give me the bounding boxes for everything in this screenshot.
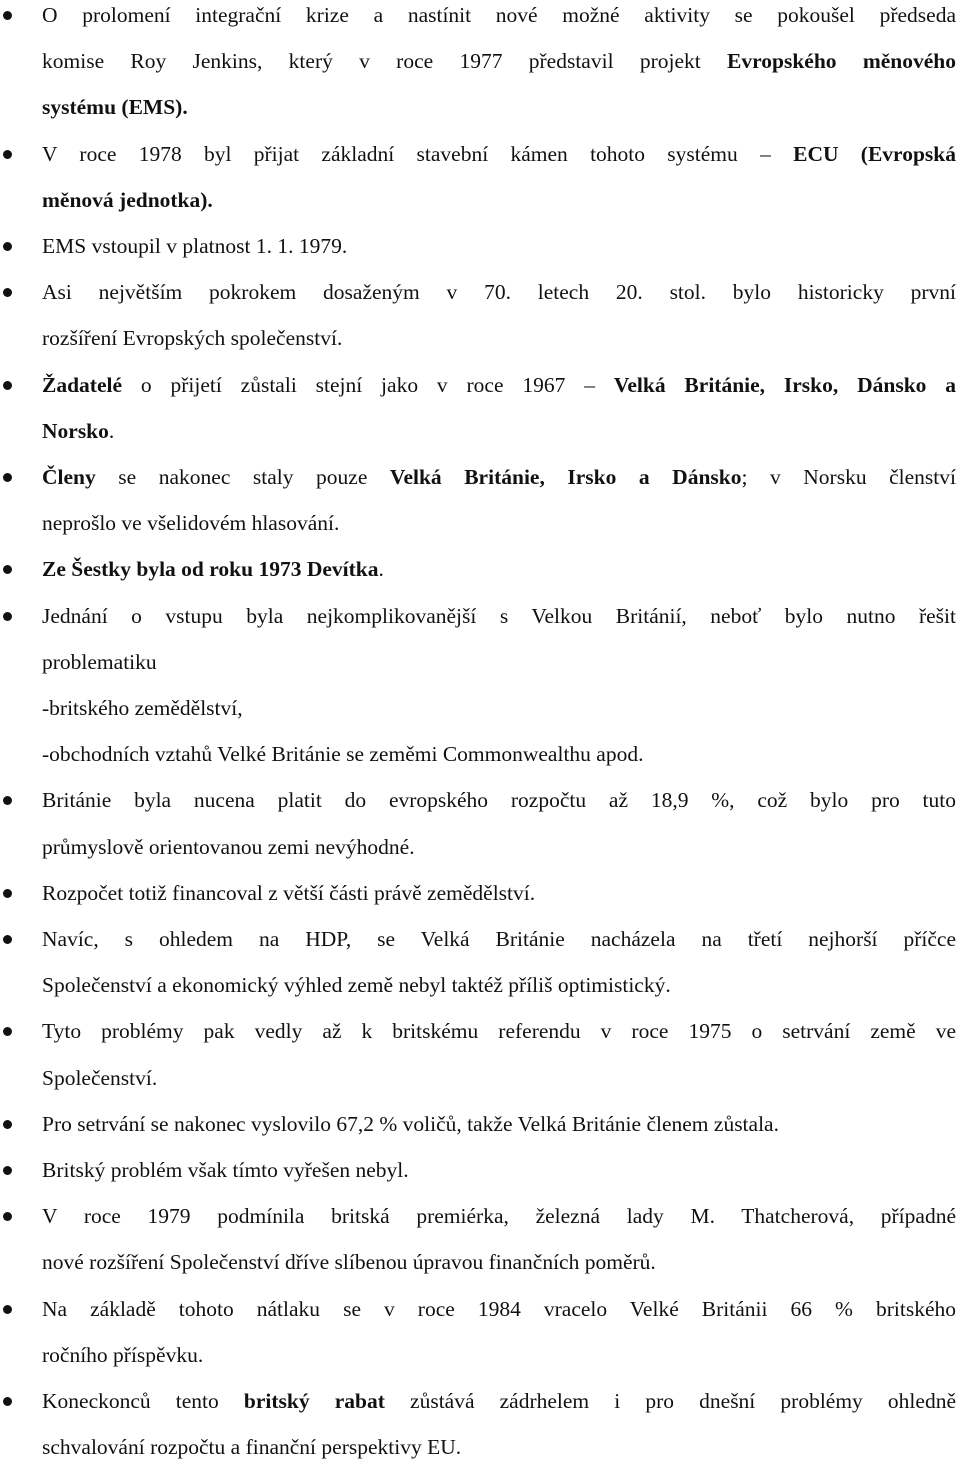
text-run: Rozpočet totiž financoval z větší části právě zemědělství. <box>42 880 536 905</box>
text-run: EMS vstoupil v platnost 1. 1. 1979. <box>42 234 348 258</box>
text-line <box>42 601 956 631</box>
bold-text: Evropského měnového <box>727 49 956 74</box>
text-line <box>42 739 956 769</box>
text-line <box>42 1340 956 1370</box>
bold-text: měnová jednotka). <box>42 187 213 212</box>
text-run: ; v Norsku členství <box>741 465 956 489</box>
bullet-dot-icon <box>3 1027 12 1036</box>
bullet-dot-icon <box>3 473 12 482</box>
text-run: neprošlo ve všelidovém hlasování. <box>42 511 340 536</box>
bullet-dot-icon <box>3 1305 12 1314</box>
text-run: O prolomení integrační krize a nastínit nové možné aktivity se pokoušel předseda <box>42 3 956 27</box>
text-run: V roce 1978 byl přijat základní stavební kámen tohoto systému – <box>42 141 794 166</box>
bullet-dot-icon <box>3 612 12 621</box>
bullet-dot-icon <box>3 1166 12 1175</box>
text-line <box>42 647 956 677</box>
text-run: problematiku <box>42 649 157 674</box>
bullet-dot-icon <box>3 889 12 898</box>
text-line <box>42 970 956 1000</box>
text-line <box>42 1386 956 1416</box>
bold-text: systému (EMS). <box>42 95 188 120</box>
text-line <box>42 785 956 815</box>
text-run: Společenství a ekonomický výhled země nebyl taktéž příliš optimistický. <box>42 973 671 998</box>
text-run: Na základě tohoto nátlaku se v roce 1984 vracelo Velké Británii 66 % britského <box>42 1296 956 1321</box>
bold-text: Norsko <box>42 418 109 443</box>
bold-text: Členy <box>42 465 96 489</box>
text-line <box>42 1016 956 1046</box>
bullet-dot-icon <box>3 1212 12 1221</box>
bullet-dot-icon <box>3 1397 12 1406</box>
bullet-dot-icon <box>3 796 12 805</box>
bullet-dot-icon <box>3 288 12 297</box>
text-run: britského zemědělství, <box>49 696 243 720</box>
text-line <box>42 92 956 122</box>
text-line <box>42 139 956 169</box>
text-run: obchodních vztahů Velké Británie se zeměmi Commonwealthu apod. <box>49 742 644 767</box>
text-line <box>42 46 956 76</box>
text-run: se nakonec staly pouze <box>95 465 390 489</box>
text-line <box>42 185 956 215</box>
text-line <box>42 323 956 353</box>
bold-text: Ze Šestky byla od roku 1973 Devítka <box>42 557 379 582</box>
text-line <box>42 1063 956 1093</box>
bold-text: Žadatelé <box>42 372 123 397</box>
bullet-dot-icon <box>3 935 12 944</box>
text-run: průmyslově orientovanou zemi nevýhodné. <box>42 834 415 859</box>
bullet-dot-icon <box>3 381 12 390</box>
text-run: V roce 1979 podmínila britská premiérka, železná lady M. Thatcherová, případné <box>42 1204 956 1229</box>
text-line <box>42 693 956 723</box>
text-run: zůstává zádrhelem i pro dnešní problémy ohledně <box>384 1389 956 1413</box>
text-run: ročního příspěvku. <box>42 1342 204 1367</box>
text-line <box>42 277 956 307</box>
text-line <box>42 416 956 446</box>
bold-text: Velká Británie, Irsko a Dánsko <box>389 465 742 489</box>
text-run: rozšíření Evropských společenství. <box>42 326 343 351</box>
text-line <box>42 924 956 954</box>
text-run: Asi největším pokrokem dosaženým v 70. letech 20. stol. bylo historicky první <box>42 280 956 305</box>
bullet-dot-icon <box>3 1120 12 1129</box>
text-run: nové rozšíření Společenství dříve slíbenou úpravou finančních poměrů. <box>42 1250 656 1275</box>
text-run: . <box>378 557 384 582</box>
bullet-dot-icon <box>3 565 12 574</box>
text-line <box>42 1247 956 1277</box>
list-dash: - <box>42 742 50 767</box>
text-run: komise Roy Jenkins, který v roce 1977 představil projekt <box>42 49 728 74</box>
list-dash: - <box>42 696 50 720</box>
text-run: Británie byla nucena platit do evropského rozpočtu až 18,9 %, což bylo pro tuto <box>42 788 956 813</box>
text-line <box>42 462 956 492</box>
bullet-dot-icon <box>3 242 12 251</box>
text-line <box>42 832 956 862</box>
bullet-dot-icon <box>3 11 12 20</box>
text-line <box>42 0 956 30</box>
text-line <box>42 508 956 538</box>
text-line <box>42 878 956 908</box>
text-run: . <box>108 418 115 443</box>
text-line <box>42 1432 956 1462</box>
text-line <box>42 554 956 584</box>
text-run: Pro setrvání se nakonec vyslovilo 67,2 % voličů, takže Velká Británie členem zůstala. <box>42 1111 779 1136</box>
bold-text: britský rabat <box>243 1389 385 1413</box>
text-line <box>42 1294 956 1324</box>
text-run: Jednání o vstupu byla nejkomplikovanější s Velkou Británií, neboť bylo nutno řešit <box>42 603 956 628</box>
text-run: Společenství. <box>42 1065 158 1090</box>
bullet-dot-icon <box>3 150 12 159</box>
text-line <box>42 1201 956 1231</box>
bold-text: ECU (Evropská <box>793 141 956 166</box>
text-line <box>42 1155 956 1185</box>
text-line <box>42 231 956 261</box>
text-run: o přijetí zůstali stejní jako v roce 1967 – <box>122 372 614 397</box>
text-run: schvalování rozpočtu a finanční perspektivy EU. <box>42 1435 462 1460</box>
text-run: Koneckonců tento <box>42 1389 244 1413</box>
text-line <box>42 1109 956 1139</box>
bold-text: Velká Británie, Irsko, Dánsko a <box>613 372 957 397</box>
text-run: Tyto problémy pak vedly až k britskému referendu v roce 1975 o setrvání země ve <box>42 1019 956 1044</box>
text-run: Navíc, s ohledem na HDP, se Velká Británie nacházela na třetí nejhorší příčce <box>42 927 956 951</box>
text-run: Britský problém však tímto vyřešen nebyl. <box>42 1158 409 1182</box>
text-line <box>42 370 956 400</box>
